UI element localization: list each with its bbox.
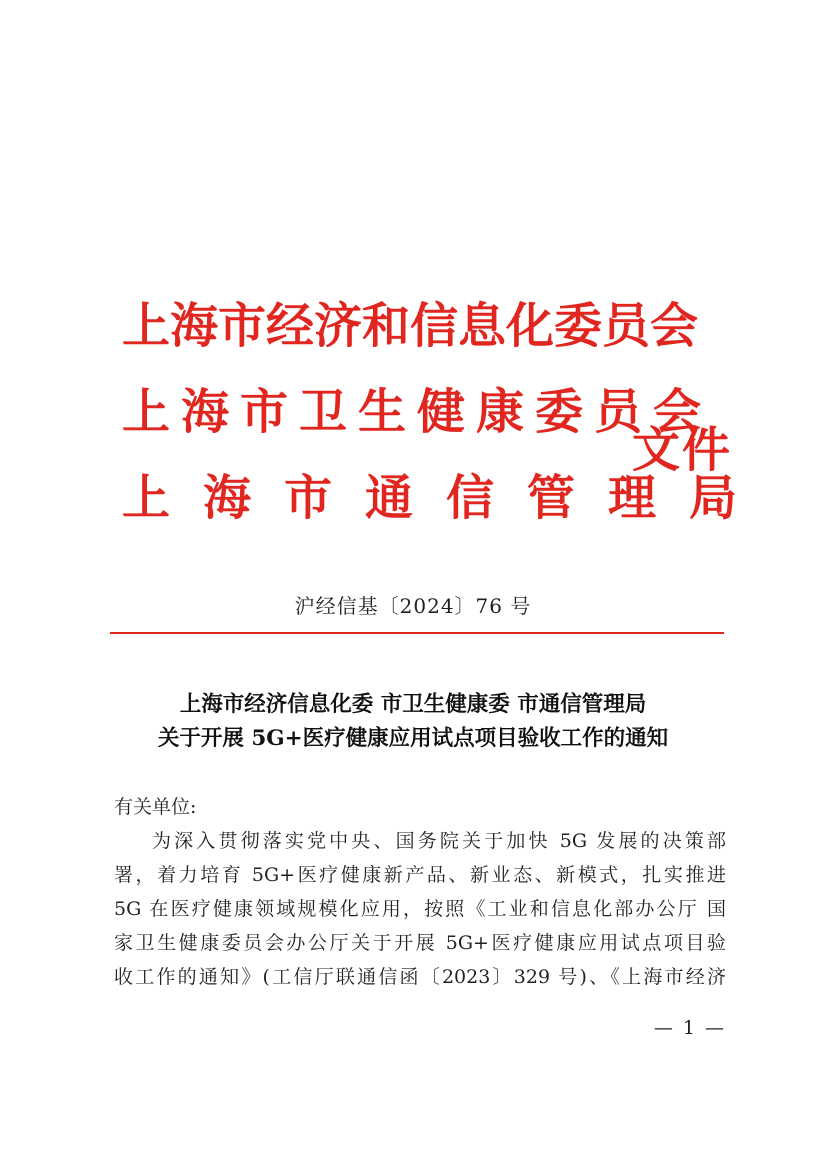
- issuer-name-2: 上海市卫生健康委员会: [122, 384, 713, 440]
- paragraph-line: 为深入贯彻落实党中央、国务院关于加快 5G 发展的决策部: [152, 830, 726, 852]
- document-type-label: 文件: [632, 422, 733, 478]
- paragraph-line: 5G 在医疗健康领域规模化应用，按照《工业和信息化部办公厅 国: [114, 898, 726, 920]
- issuer-row: [122, 296, 762, 382]
- paragraph-line: 收工作的通知》(工信厅联通信函〔2023〕329 号)、《上海市经济: [114, 966, 726, 988]
- issuer-name-3: 上海市通信管理局: [122, 470, 771, 526]
- page-number: — 1 —: [653, 1017, 726, 1039]
- red-divider: [110, 632, 724, 634]
- issuer-row: [122, 382, 762, 478]
- paragraph-line: 家卫生健康委员会办公厅关于开展 5G+医疗健康应用试点项目验: [114, 932, 726, 954]
- paragraph-line: 署，着力培育 5G+医疗健康新产品、新业态、新模式，扎实推进: [114, 864, 726, 886]
- title-line-1: 上海市经济信息化委 市卫生健康委 市通信管理局: [179, 692, 647, 717]
- salutation: 有关单位:: [114, 796, 197, 818]
- issuer-name-1: 上海市经济和信息化委员会: [122, 298, 699, 354]
- notice-title: [0, 688, 826, 756]
- issuer-header: [122, 296, 771, 554]
- notice-body: [114, 790, 726, 994]
- title-line-2: 关于开展 5G+医疗健康应用试点项目验收工作的通知: [157, 726, 669, 751]
- issuer-row: [122, 468, 771, 554]
- document-number: 沪经信基〔2024〕76 号: [294, 594, 532, 618]
